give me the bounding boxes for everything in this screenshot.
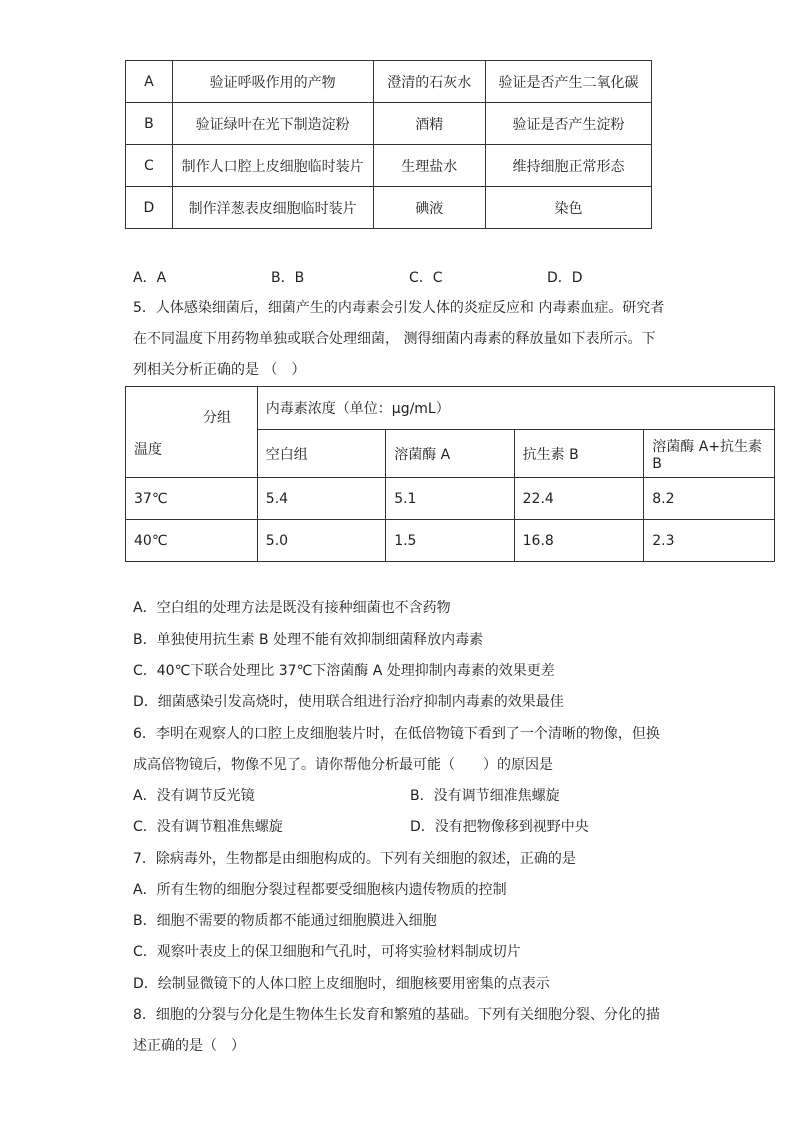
table-cell: 酒精 bbox=[373, 103, 485, 145]
table-cell: 制作人口腔上皮细胞临时装片 bbox=[172, 145, 373, 187]
q6-option-d[interactable]: D．没有把物像移到视野中央 bbox=[410, 819, 589, 835]
table-cell: 碘液 bbox=[373, 187, 485, 229]
table-row bbox=[126, 187, 652, 229]
table-cell: 5.4 bbox=[257, 478, 385, 520]
table-header-row bbox=[126, 387, 775, 430]
q7-stem: 7．除病毒外，生物都是由细胞构成的。下列有关细胞的叙述，正确的是 bbox=[133, 851, 576, 867]
q5-option-b[interactable]: B．单独使用抗生素 B 处理不能有效抑制细菌释放内毒素 bbox=[133, 632, 484, 648]
endotoxin-table bbox=[125, 386, 775, 562]
table-cell: 8.2 bbox=[644, 478, 775, 520]
table-cell: D bbox=[126, 187, 173, 229]
q5-option-c[interactable]: C．40℃下联合处理比 37℃下溶菌酶 A 处理抑制内毒素的效果更差 bbox=[133, 663, 555, 679]
table-cell: 37℃ bbox=[126, 478, 258, 520]
table-header-cell: 溶菌酶 A+抗生素 B bbox=[644, 430, 775, 478]
experiment-table bbox=[125, 60, 652, 229]
table-cell: 验证绿叶在光下制造淀粉 bbox=[172, 103, 373, 145]
table-row bbox=[126, 61, 652, 103]
table-row bbox=[126, 103, 652, 145]
q6-option-a[interactable]: A．没有调节反光镜 bbox=[133, 788, 255, 804]
q5-stem-line: 在不同温度下用药物单独或联合处理细菌， 测得细菌内毒素的释放量如下表所示。下 bbox=[133, 331, 656, 347]
table-cell: 22.4 bbox=[514, 478, 644, 520]
corner-label-temperature: 温度 bbox=[134, 442, 162, 458]
q5-stem-line: 列相关分析正确的是 （ ） bbox=[133, 362, 306, 378]
table-cell: A bbox=[126, 61, 173, 103]
table-cell: 5.0 bbox=[257, 520, 385, 562]
table-cell: 制作洋葱表皮细胞临时装片 bbox=[172, 187, 373, 229]
table-header-span: 内毒素浓度（单位：μg/mL） bbox=[257, 387, 774, 430]
q7-option-a[interactable]: A．所有生物的细胞分裂过程都要受细胞核内遗传物质的控制 bbox=[133, 882, 507, 898]
table-row bbox=[126, 520, 775, 562]
table-cell: 验证呼吸作用的产物 bbox=[172, 61, 373, 103]
table-cell: 验证是否产生二氧化碳 bbox=[485, 61, 651, 103]
q6-stem-line: 6．李明在观察人的口腔上皮细胞装片时，在低倍物镜下看到了一个清晰的物像，但换 bbox=[133, 726, 660, 742]
table-cell: 16.8 bbox=[514, 520, 644, 562]
table-cell: 40℃ bbox=[126, 520, 258, 562]
table-corner-cell bbox=[126, 387, 258, 478]
table-cell: 5.1 bbox=[386, 478, 514, 520]
table-cell: 生理盐水 bbox=[373, 145, 485, 187]
q6-option-b[interactable]: B．没有调节细准焦螺旋 bbox=[410, 788, 560, 804]
q5-stem-line: 5．人体感染细菌后，细菌产生的内毒素会引发人体的炎症反应和 内毒素血症。研究者 bbox=[133, 300, 665, 316]
table-header-cell: 溶菌酶 A bbox=[386, 430, 514, 478]
table-cell: 维持细胞正常形态 bbox=[485, 145, 651, 187]
table-cell: 染色 bbox=[485, 187, 651, 229]
q5-option-d[interactable]: D．细菌感染引发高烧时，使用联合组进行治疗抑制内毒素的效果最佳 bbox=[133, 694, 564, 710]
q8-stem-line: 8．细胞的分裂与分化是生物体生长发育和繁殖的基础。下列有关细胞分裂、分化的描 bbox=[133, 1007, 660, 1023]
q6-stem-line: 成高倍物镜后，物像不见了。请你帮他分析最可能（ ）的原因是 bbox=[133, 757, 553, 773]
table-cell: B bbox=[126, 103, 173, 145]
table-row bbox=[126, 145, 652, 187]
q6-option-c[interactable]: C．没有调节粗准焦螺旋 bbox=[133, 819, 283, 835]
table-cell: 2.3 bbox=[644, 520, 775, 562]
table-cell: 澄清的石灰水 bbox=[373, 61, 485, 103]
q7-option-c[interactable]: C．观察叶表皮上的保卫细胞和气孔时，可将实验材料制成切片 bbox=[133, 944, 521, 960]
table-header-cell: 空白组 bbox=[257, 430, 385, 478]
corner-label-group: 分组 bbox=[203, 410, 231, 426]
table-cell: C bbox=[126, 145, 173, 187]
q7-option-d[interactable]: D．绘制显微镜下的人体口腔上皮细胞时，细胞核要用密集的点表示 bbox=[133, 976, 550, 992]
table-header-cell: 抗生素 B bbox=[514, 430, 644, 478]
q7-option-b[interactable]: B．细胞不需要的物质都不能通过细胞膜进入细胞 bbox=[133, 913, 437, 929]
q4-option-a[interactable]: A．A bbox=[133, 270, 167, 286]
q4-option-d[interactable]: D．D bbox=[547, 270, 583, 286]
table-cell: 1.5 bbox=[386, 520, 514, 562]
q4-option-b[interactable]: B．B bbox=[271, 270, 305, 286]
q8-stem-line: 述正确的是（ ） bbox=[133, 1038, 245, 1054]
table-cell: 验证是否产生淀粉 bbox=[485, 103, 651, 145]
table-row bbox=[126, 478, 775, 520]
q5-option-a[interactable]: A．空白组的处理方法是既没有接种细菌也不含药物 bbox=[133, 600, 451, 616]
q4-option-c[interactable]: C．C bbox=[409, 270, 443, 286]
